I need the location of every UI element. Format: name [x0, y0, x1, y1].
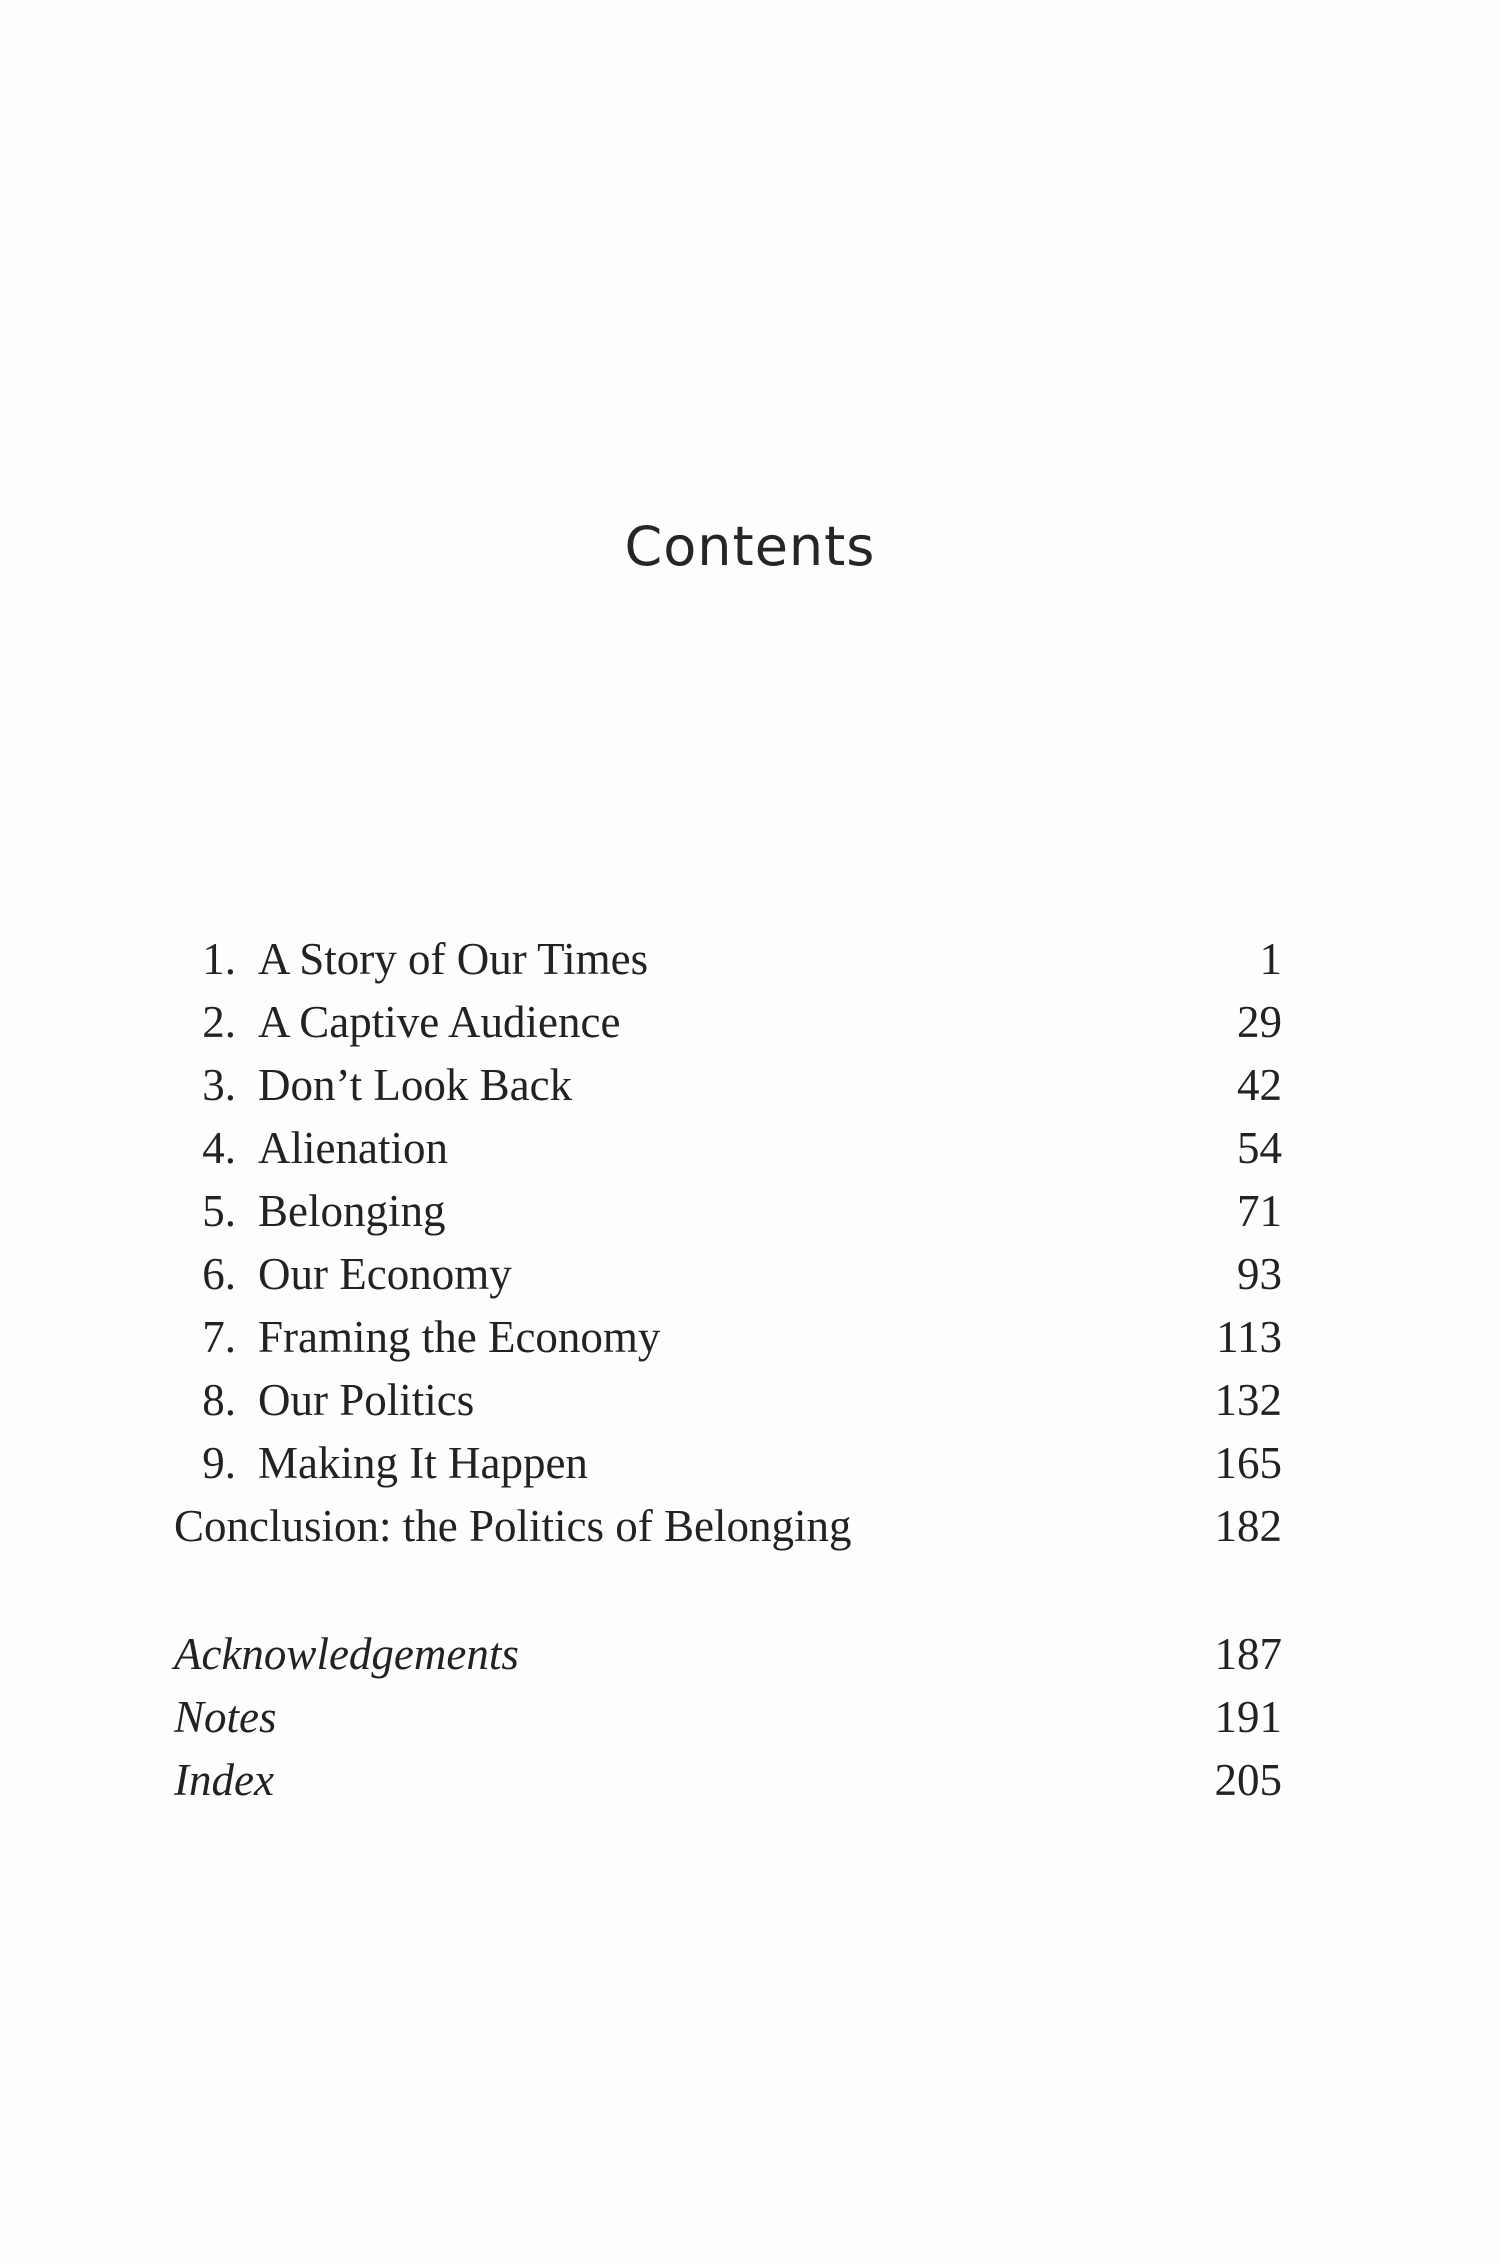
- page-number: 42: [1237, 1060, 1282, 1110]
- page-number: 71: [1237, 1186, 1282, 1236]
- toc-entry-chapter-8: [0, 1370, 1500, 1430]
- chapter-title: Our Economy: [258, 1249, 512, 1299]
- toc-entry-chapter-1: [0, 929, 1500, 989]
- chapter-title: A Story of Our Times: [258, 934, 649, 984]
- chapter-number: 1.: [202, 934, 236, 984]
- page-number: 132: [1214, 1375, 1282, 1425]
- back-matter-title: Acknowledgements: [174, 1629, 519, 1679]
- toc-entry-chapter-7: [0, 1307, 1500, 1367]
- chapter-title: Framing the Economy: [258, 1312, 661, 1362]
- page-number: 113: [1216, 1312, 1282, 1362]
- page-number: 205: [1214, 1755, 1282, 1805]
- toc-entry-chapter-9: [0, 1433, 1500, 1493]
- page-number: 93: [1237, 1249, 1282, 1299]
- chapter-title: A Captive Audience: [258, 997, 621, 1047]
- toc-entry-chapter-3: [0, 1055, 1500, 1115]
- chapter-title: Don’t Look Back: [258, 1060, 573, 1110]
- chapter-number: 7.: [202, 1312, 236, 1362]
- toc-entry-acknowledgements: [0, 1624, 1500, 1684]
- toc-entry-chapter-5: [0, 1181, 1500, 1241]
- toc-entry-chapter-6: [0, 1244, 1500, 1304]
- chapter-title: Making It Happen: [258, 1438, 588, 1488]
- conclusion-title: Conclusion: the Politics of Belonging: [174, 1501, 852, 1551]
- page-title: Contents: [624, 515, 876, 578]
- toc-entry-index: [0, 1750, 1500, 1810]
- toc-entry-chapter-2: [0, 992, 1500, 1052]
- page-number: 191: [1214, 1692, 1282, 1742]
- page-number: 29: [1237, 997, 1282, 1047]
- chapter-title: Alienation: [258, 1123, 448, 1173]
- page-number: 182: [1214, 1501, 1282, 1551]
- back-matter-title: Notes: [174, 1692, 277, 1742]
- chapter-number: 3.: [202, 1060, 236, 1110]
- chapter-number: 9.: [202, 1438, 236, 1488]
- toc-entry-notes: [0, 1687, 1500, 1747]
- chapter-number: 6.: [202, 1249, 236, 1299]
- back-matter-title: Index: [174, 1755, 274, 1805]
- page-number: 54: [1237, 1123, 1282, 1173]
- toc-entry-chapter-4: [0, 1118, 1500, 1178]
- page-number: 165: [1214, 1438, 1282, 1488]
- toc-entry-conclusion: [0, 1496, 1500, 1556]
- chapter-number: 8.: [202, 1375, 236, 1425]
- chapter-number: 2.: [202, 997, 236, 1047]
- page-number: 1: [1259, 934, 1282, 984]
- chapter-title: Belonging: [258, 1186, 446, 1236]
- chapter-title: Our Politics: [258, 1375, 475, 1425]
- chapter-number: 4.: [202, 1123, 236, 1173]
- chapter-number: 5.: [202, 1186, 236, 1236]
- page-number: 187: [1214, 1629, 1282, 1679]
